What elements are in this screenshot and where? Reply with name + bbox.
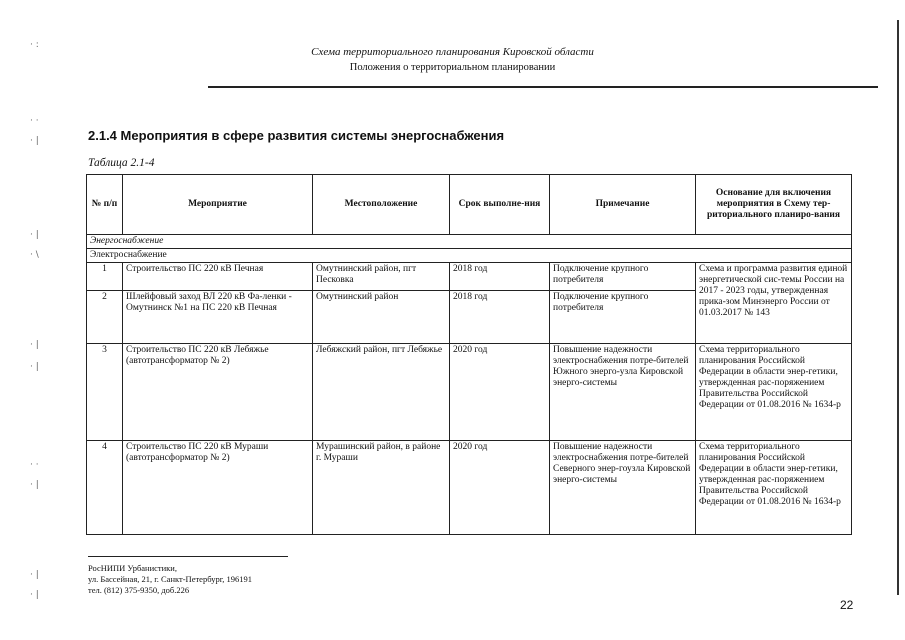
table-caption: Таблица 2.1-4 bbox=[88, 157, 155, 169]
scan-edge-bar bbox=[897, 20, 899, 595]
page-number: 22 bbox=[840, 598, 854, 612]
document-header-subtitle: Положения о территориальном планировании bbox=[349, 62, 556, 73]
row-term: 2020 год bbox=[450, 441, 550, 535]
footer-address: ул. Бассейная, 21, г. Санкт-Петербург, 196191 bbox=[88, 574, 252, 584]
row-basis: Схема территориального планирования Российской Федерации в области энер-гетики, утвержденная рас-поряжением Правительства Российской Федерации от 01.08.2016 № 1634-р bbox=[696, 441, 852, 535]
row-num: 2 bbox=[87, 291, 123, 344]
header-location: Местоположение bbox=[313, 175, 450, 235]
category-label: Энергоснабжение bbox=[87, 235, 852, 249]
footer-divider bbox=[88, 556, 288, 557]
subcategory-row bbox=[87, 249, 852, 263]
row-measure: Строительство ПС 220 кВ Лебяжье (автотрансформатор № 2) bbox=[123, 344, 313, 441]
row-location: Мурашинский район, в районе г. Мураши bbox=[313, 441, 450, 535]
footer-org: РосНИПИ Урбанистики, bbox=[88, 563, 177, 573]
footer-phone: тел. (812) 375-9350, доб.226 bbox=[88, 585, 190, 595]
header-note: Примечание bbox=[550, 175, 696, 235]
row-note: Повышение надежности электроснабжения потре-бителей Южного энерго-узла Кировской энерго-системы bbox=[550, 344, 696, 441]
footer-block bbox=[88, 563, 252, 596]
row-note: Повышение надежности электроснабжения потре-бителей Северного энер-гоузла Кировской энерго-системы bbox=[550, 441, 696, 535]
row-basis: Схема территориального планирования Российской Федерации в области энер-гетики, утвержденная рас-поряжением Правительства Российской Федерации от 01.08.2016 № 1634-р bbox=[696, 344, 852, 441]
row-note: Подключение крупного потребителя bbox=[550, 291, 696, 344]
row-location: Омутнинский район bbox=[313, 291, 450, 344]
header-num: № п/п bbox=[87, 175, 123, 235]
row-measure: Строительство ПС 220 кВ Печная bbox=[123, 263, 313, 291]
row-basis: Схема и программа развития единой энергетической сис-темы России на 2017 - 2023 годы, утвержденная прика-зом Минэнерго России от 01.03.2017 № 143 bbox=[696, 263, 852, 344]
scan-margin-marks: · : · · · | · | · \ · | · | · · · | · | · | bbox=[30, 40, 39, 600]
table-row bbox=[87, 441, 852, 535]
row-num: 3 bbox=[87, 344, 123, 441]
table-row bbox=[87, 263, 852, 291]
row-location: Омутнинский район, пгт Песковка bbox=[313, 263, 450, 291]
table-header-row bbox=[87, 175, 852, 235]
table-row bbox=[87, 344, 852, 441]
header-basis: Основание для включения мероприятия в Схему тер-риториального планиро-вания bbox=[696, 175, 852, 235]
row-term: 2018 год bbox=[450, 291, 550, 344]
row-term: 2020 год bbox=[450, 344, 550, 441]
row-measure: Шлейфовый заход ВЛ 220 кВ Фа-ленки - Омутнинск №1 на ПС 220 кВ Печная bbox=[123, 291, 313, 344]
row-num: 1 bbox=[87, 263, 123, 291]
header-term: Срок выполне-ния bbox=[450, 175, 550, 235]
section-title: 2.1.4 Мероприятия в сфере развития системы энергоснабжения bbox=[88, 128, 505, 143]
header-measure: Мероприятие bbox=[123, 175, 313, 235]
row-note: Подключение крупного потребителя bbox=[550, 263, 696, 291]
category-row bbox=[87, 235, 852, 249]
row-measure: Строительство ПС 220 кВ Мураши (автотрансформатор № 2) bbox=[123, 441, 313, 535]
row-num: 4 bbox=[87, 441, 123, 535]
header-divider bbox=[208, 86, 878, 88]
document-header-title: Схема территориального планирования Кировской области bbox=[311, 46, 594, 58]
subcategory-label: Электроснабжение bbox=[87, 249, 852, 263]
row-term: 2018 год bbox=[450, 263, 550, 291]
measures-table bbox=[86, 174, 852, 535]
row-location: Лебяжский район, пгт Лебяжье bbox=[313, 344, 450, 441]
